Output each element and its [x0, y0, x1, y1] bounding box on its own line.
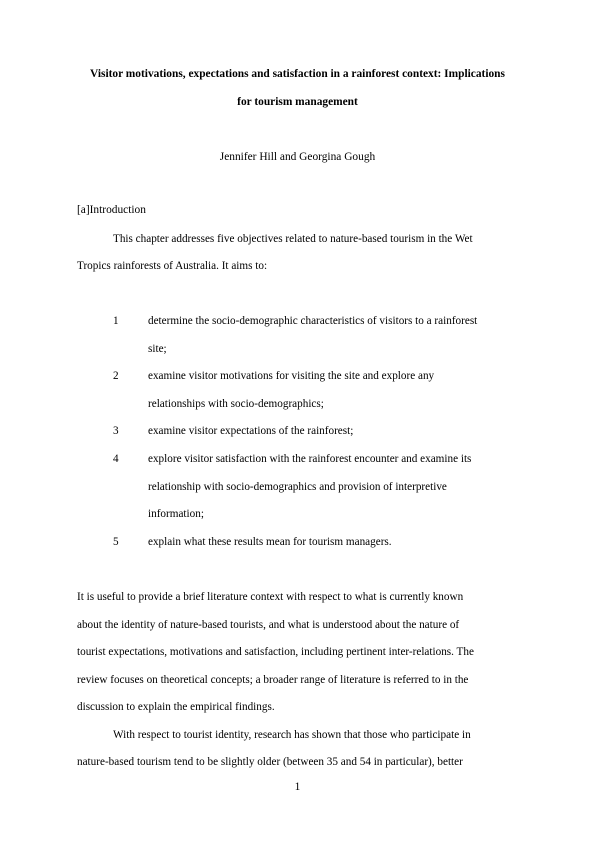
objective-number: 5	[113, 536, 119, 548]
paragraph-line: nature-based tourism tend to be slightly older (between 35 and 54 in particular), better	[77, 756, 463, 768]
objective-number: 1	[113, 315, 119, 327]
paragraph-line: discussion to explain the empirical findings.	[77, 701, 275, 713]
objective-text: site;	[148, 343, 167, 355]
objective-text: explain what these results mean for tourism managers.	[148, 536, 392, 548]
title-line-1: Visitor motivations, expectations and satisfaction in a rainforest context: Implications	[90, 68, 505, 80]
objective-number: 2	[113, 370, 119, 382]
paragraph-line: With respect to tourist identity, research has shown that those who participate in	[113, 729, 471, 741]
intro-line-2: Tropics rainforests of Australia. It aims to:	[77, 260, 268, 272]
objective-text: determine the socio-demographic characteristics of visitors to a rainforest	[148, 315, 478, 327]
objective-text: relationship with socio-demographics and provision of interpretive	[148, 481, 447, 493]
objective-number: 3	[113, 425, 119, 437]
paragraph-line: It is useful to provide a brief literature context with respect to what is currently known	[77, 591, 464, 603]
intro-line-1: This chapter addresses five objectives related to nature-based tourism in the Wet	[113, 233, 473, 245]
objective-number: 4	[113, 453, 119, 465]
paragraph-line: tourist expectations, motivations and satisfaction, including pertinent inter-relations. The	[77, 646, 474, 658]
objective-text: explore visitor satisfaction with the rainforest encounter and examine its	[148, 453, 472, 465]
objective-text: examine visitor expectations of the rainforest;	[148, 425, 354, 437]
page-number: 1	[294, 781, 301, 793]
paragraph-line: review focuses on theoretical concepts; a broader range of literature is referred to in the	[77, 674, 469, 686]
section-heading: [a]Introduction	[77, 204, 146, 216]
paragraph-line: about the identity of nature-based tourists, and what is understood about the nature of	[77, 619, 460, 631]
objective-text: relationships with socio-demographics;	[148, 398, 324, 410]
objective-text: examine visitor motivations for visiting the site and explore any	[148, 370, 435, 382]
objective-text: information;	[148, 508, 204, 520]
title-line-2: for tourism management	[237, 96, 358, 108]
authors: Jennifer Hill and Georgina Gough	[219, 151, 376, 163]
